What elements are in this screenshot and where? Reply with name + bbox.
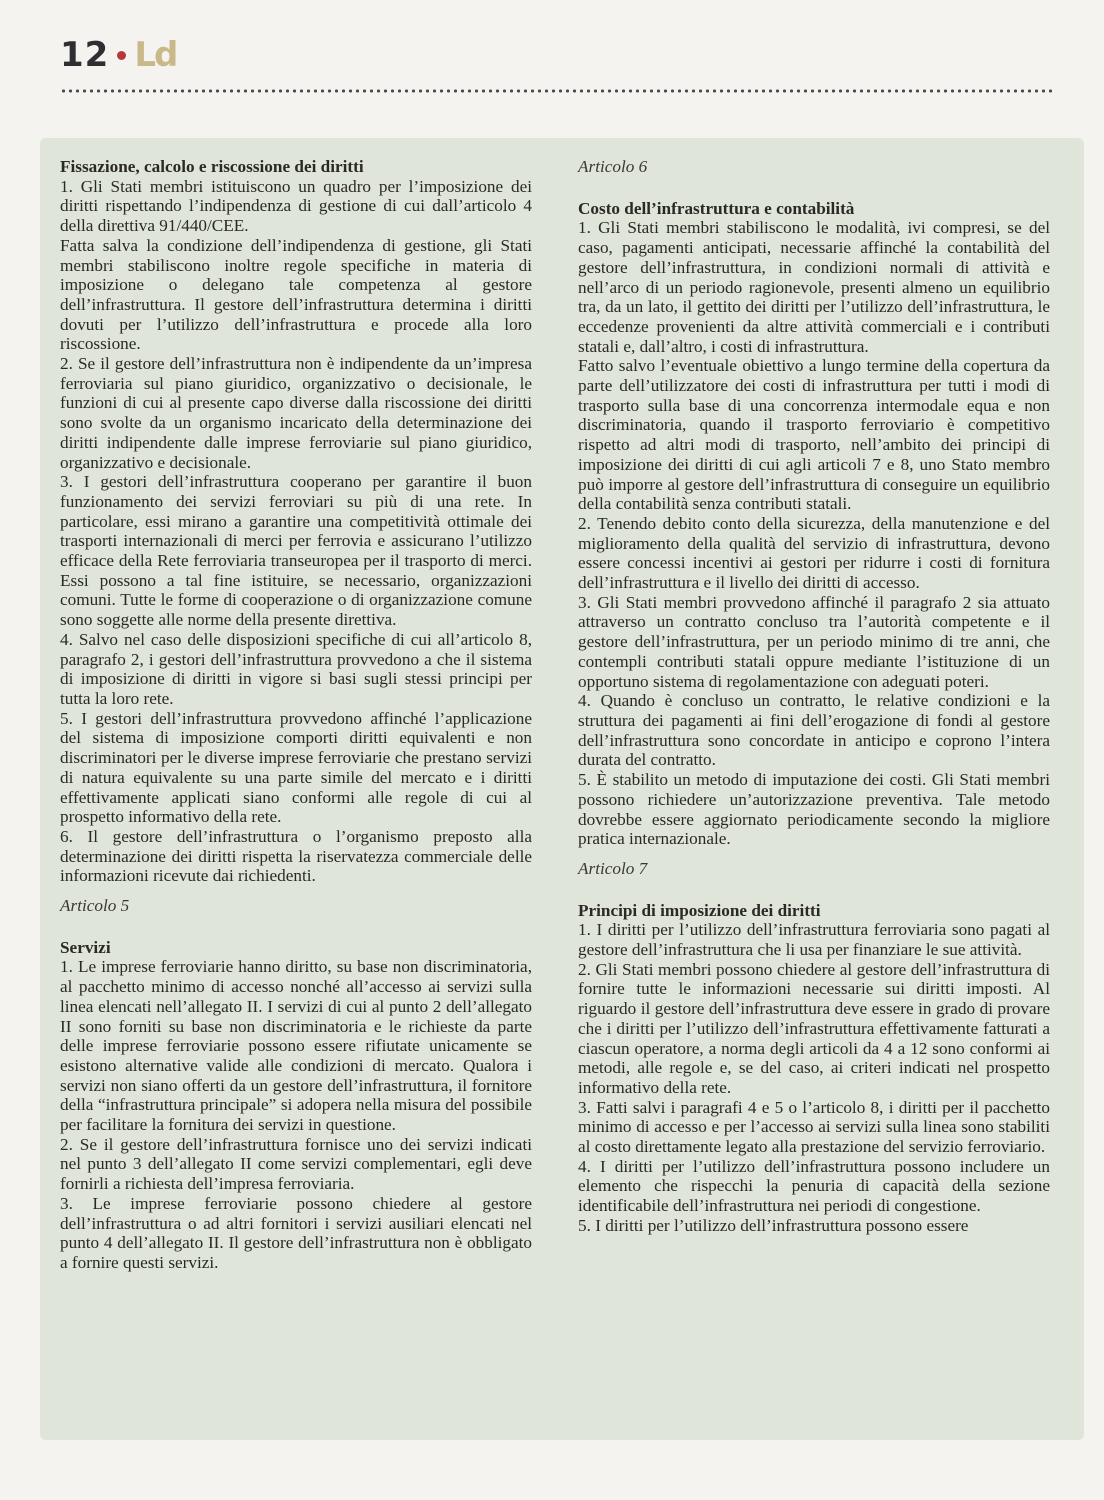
- paragraph: 1. I diritti per l’utilizzo dell’infrastruttura ferroviaria sono pagati al gestore dell’infrastruttura che li usa per finanziare le sue attività.: [578, 920, 1050, 960]
- section-heading: Principi di imposizione dei diritti: [578, 900, 821, 920]
- paragraph: 1. Le imprese ferroviarie hanno diritto, su base non discriminatoria, al pacchetto minimo di accesso nonché all’accesso ai servizi sulla linea elencati nell’allegato II. I servizi di cui al punto 2 dell’allegato II sono forniti su base non discriminatoria e le richieste da parte delle imprese ferroviarie possono essere rifiutate unicamente se esistono alternative valide alle condizioni di mercato. Qualora i servizi non siano offerti da un gestore dell’infrastruttura, il fornitore della “infrastruttura principale” si adopera nella misura del possibile per facilitare la fornitura dei servizi in questione.: [60, 957, 532, 1135]
- paragraph: 3. Gli Stati membri provvedono affinché il paragrafo 2 sia attuato attraverso un contratto concluso tra l’autorità competente e il gestore dell’infrastruttura, per un periodo minimo di tre anni, che contempli contributi statali oppure mediante l’istituzione di un opportuno sistema di regolamentazione con adeguati poteri.: [578, 592, 1050, 691]
- paragraph: 4. Salvo nel caso delle disposizioni specifiche di cui all’articolo 8, paragrafo 2, i gestori dell’infrastruttura provvedono a che il sistema di imposizione di diritti in vigore si basi sugli stessi principi per tutta la loro rete.: [60, 629, 532, 708]
- section-heading: Fissazione, calcolo e riscossione dei diritti: [60, 157, 364, 176]
- paragraph: 2. Se il gestore dell’infrastruttura fornisce uno dei servizi indicati nel punto 3 dell’allegato II come servizi complementari, egli deve fornirli a richiesta dell’impresa ferroviaria.: [60, 1134, 532, 1194]
- paragraph: Fatta salva la condizione dell’indipendenza di gestione, gli Stati membri stabiliscono inoltre regole specifiche in materia di imposizione o delegano tale competenza al gestore dell’infrastruttura. Il gestore dell’infrastruttura determina i diritti dovuti per l’utilizzo dell’infrastruttura e procede alla loro riscossione.: [60, 235, 532, 354]
- left-column: [60, 157, 532, 1273]
- paragraph: 5. È stabilito un metodo di imputazione dei costi. Gli Stati membri possono richiedere un’autorizzazione preventiva. Tale metodo dovrebbe essere aggiornato periodicamente secondo la migliore pratica internazionale.: [578, 770, 1050, 849]
- header-bullet-icon: [117, 51, 126, 60]
- paragraph: 5. I diritti per l’utilizzo dell’infrastruttura possono essere: [578, 1215, 969, 1235]
- paragraph: 3. I gestori dell’infrastruttura cooperano per garantire il buon funzionamento dei servizi ferroviari su più di una rete. In particolare, essi mirano a garantire una competitività ottimale dei trasporti internazionali di merci per ferrovia e assicurano l’utilizzo efficace della Rete ferroviaria transeuropea per il trasporto di merci. Essi possono a tal fine istituire, se necessario, organizzazioni comuni. Tutte le forme di cooperazione o di organizzazione comune sono soggette alle norme della presente direttiva.: [60, 472, 532, 630]
- page-header: [60, 30, 176, 80]
- paragraph: 6. Il gestore dell’infrastruttura o l’organismo preposto alla determinazione dei diritti rispetta la riservatezza commerciale delle informazioni ricevute dai richiedenti.: [60, 826, 532, 886]
- article-label: Articolo 6: [578, 157, 648, 176]
- magazine-logo: Ld: [134, 35, 177, 75]
- article-label: Articolo 7: [578, 858, 648, 878]
- paragraph: 4. Quando è concluso un contratto, le relative condizioni e la struttura dei pagamenti ai fini dell’erogazione di fondi al gestore dell’infrastruttura sono concordate in anticipo e coprono l’intera durata del contratto.: [578, 691, 1050, 770]
- dotted-divider: [60, 88, 1055, 94]
- section-heading: Servizi: [60, 937, 111, 957]
- paragraph: 2. Se il gestore dell’infrastruttura non è indipendente da un’impresa ferroviaria sul piano giuridico, organizzativo o decisionale, le funzioni di cui al presente capo diverse dalla riscossione dei diritti sono svolte da un organismo incaricato della determinazione dei diritti indipendente dalle imprese ferroviarie sul piano giuridico, organizzativo e decisionale.: [60, 354, 532, 472]
- paragraph: 1. Gli Stati membri istituiscono un quadro per l’imposizione dei diritti rispettando l’indipendenza di gestione di cui dall’articolo 4 della direttiva 91/440/CEE.: [60, 176, 532, 236]
- paragraph: 4. I diritti per l’utilizzo dell’infrastruttura possono includere un elemento che rispecchi la penuria di capacità della sezione identificabile dell’infrastruttura nei periodi di congestione.: [578, 1156, 1050, 1216]
- paragraph: 1. Gli Stati membri stabiliscono le modalità, ivi compresi, se del caso, pagamenti anticipati, necessarie affinché la contabilità del gestore dell’infrastruttura, in condizioni normali di attività e nell’arco di un periodo ragionevole, presenti almeno un equilibrio tra, da un lato, il gettito dei diritti per l’utilizzo dell’infrastruttura, le eccedenze provenienti da altre attività commerciali e i contributi statali e, dall’altro, i costi di infrastruttura.: [578, 218, 1050, 356]
- right-column: [578, 157, 1050, 1236]
- page-number: 12: [60, 35, 110, 75]
- paragraph: Fatto salvo l’eventuale obiettivo a lungo termine della copertura da parte dell’utilizzatore dei costi di infrastruttura per tutti i modi di trasporto sulla base di una concorrenza intermodale equa e non discriminatoria, quando il trasporto ferroviario è competitivo rispetto ad altri modi di trasporto, nell’ambito dei principi di imposizione dei diritti di cui agli articoli 7 e 8, uno Stato membro può imporre al gestore dell’infrastruttura di conseguire un equilibrio della contabilità senza contributi statali.: [578, 356, 1050, 514]
- paragraph: 2. Gli Stati membri possono chiedere al gestore dell’infrastruttura di fornire tutte le informazioni necessarie sui diritti imposti. Al riguardo il gestore dell’infrastruttura deve essere in grado di provare che i diritti per l’utilizzo dell’infrastruttura effettivamente fatturati a ciascun operatore, a norma degli articoli da 4 a 12 sono conformi ai metodi, alle regole e, se del caso, ai criteri indicati nel prospetto informativo della rete.: [578, 959, 1050, 1097]
- paragraph: 2. Tenendo debito conto della sicurezza, della manutenzione e del miglioramento della qualità del servizio di infrastruttura, devono essere concessi incentivi ai gestori per ridurre i costi di fornitura dell’infrastruttura e il livello dei diritti di accesso.: [578, 513, 1050, 593]
- section-heading: Costo dell’infrastruttura e contabilità: [578, 198, 855, 218]
- paragraph: 3. Le imprese ferroviarie possono chiedere al gestore dell’infrastruttura o ad altri fornitori i servizi ausiliari elencati nel punto 4 dell’allegato II. Il gestore dell’infrastruttura non è obbligato a fornire questi servizi.: [60, 1193, 532, 1272]
- paragraph: 3. Fatti salvi i paragrafi 4 e 5 o l’articolo 8, i diritti per il pacchetto minimo di accesso e per l’accesso ai servizi sulla linea sono stabiliti al costo direttamente legato alla prestazione del servizio ferroviario.: [578, 1097, 1050, 1157]
- paragraph: 5. I gestori dell’infrastruttura provvedono affinché l’applicazione del sistema di imposizione comporti diritti equivalenti e non discriminatori per le diverse imprese ferroviarie che prestano servizi di natura equivalente su una parte simile del mercato e i diritti effettivamente applicati siano conformi alle regole di cui al prospetto informativo della rete.: [60, 708, 532, 827]
- article-label: Articolo 5: [60, 896, 130, 916]
